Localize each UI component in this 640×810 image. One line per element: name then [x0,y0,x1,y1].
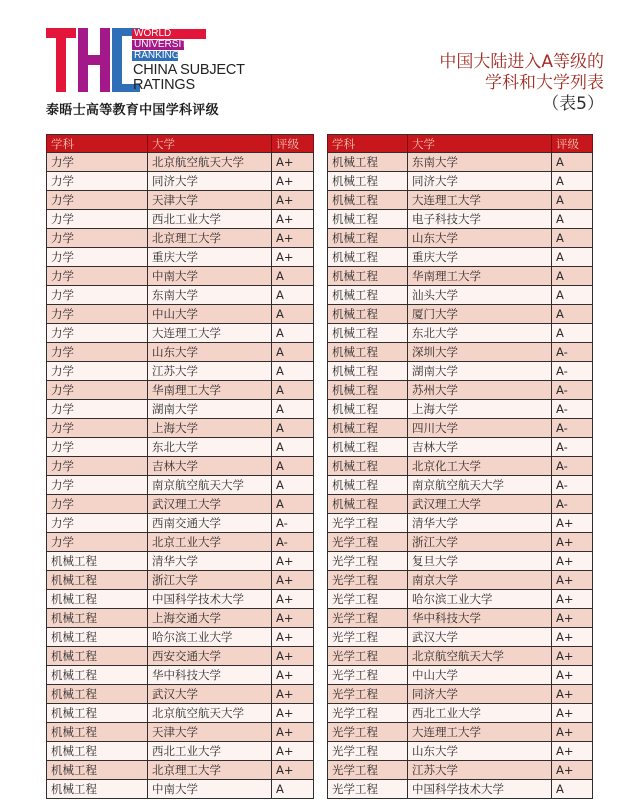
cell-subject: 机械工程 [328,438,408,457]
cell-subject: 光学工程 [328,571,408,590]
cell-grade: A+ [272,685,314,704]
cell-university: 北京航空航天大学 [408,647,552,666]
table-row [47,305,314,324]
table-row [328,343,593,362]
cell-subject: 力学 [47,419,148,438]
cell-grade: A [552,210,593,229]
cell-university: 湖南大学 [148,400,272,419]
cell-subject: 机械工程 [328,267,408,286]
cell-university: 武汉理工大学 [148,495,272,514]
cell-university: 武汉理工大学 [408,495,552,514]
table-header [47,135,314,153]
table-row [328,609,593,628]
cell-subject: 机械工程 [328,248,408,267]
cell-grade: A+ [272,704,314,723]
cell-grade: A [552,172,593,191]
cell-university: 上海大学 [148,419,272,438]
cell-grade: A+ [272,172,314,191]
table-body-left [47,153,314,799]
table-row [47,780,314,799]
table-row [47,210,314,229]
header-university: 大学 [408,135,552,153]
cell-grade: A- [272,514,314,533]
cell-grade: A [272,305,314,324]
cell-university: 华中科技大学 [408,609,552,628]
cell-university: 南京航空航天大学 [148,476,272,495]
cell-grade: A [272,324,314,343]
table-row [47,495,314,514]
cell-subject: 光学工程 [328,533,408,552]
cell-grade: A+ [272,210,314,229]
cell-grade: A [552,248,593,267]
table-row [47,647,314,666]
cell-grade: A+ [272,761,314,780]
cell-subject: 光学工程 [328,723,408,742]
cell-university: 哈尔滨工业大学 [408,590,552,609]
cell-grade: A+ [552,609,593,628]
table-row [47,438,314,457]
table-row [47,324,314,343]
cell-university: 同济大学 [148,172,272,191]
cell-university: 西南交通大学 [148,514,272,533]
table-row [47,362,314,381]
table-row [47,419,314,438]
cell-subject: 力学 [47,381,148,400]
cell-subject: 光学工程 [328,590,408,609]
table-row [47,286,314,305]
cell-subject: 机械工程 [47,704,148,723]
table-row [47,533,314,552]
table-row [328,761,593,780]
cell-university: 南京航空航天大学 [408,476,552,495]
cell-grade: A+ [552,533,593,552]
table-row [328,229,593,248]
logo-world: WORLD [134,28,172,39]
cell-grade: A+ [552,685,593,704]
header-grade: 评级 [552,135,593,153]
cell-university: 苏州大学 [408,381,552,400]
cell-grade: A+ [272,552,314,571]
cell-grade: A+ [272,191,314,210]
cell-grade: A [552,153,593,172]
cell-subject: 力学 [47,267,148,286]
cell-grade: A [272,457,314,476]
cell-university: 上海大学 [408,400,552,419]
cell-subject: 机械工程 [328,324,408,343]
cell-grade: A [552,267,593,286]
table-row [47,381,314,400]
cell-university: 武汉大学 [408,628,552,647]
cell-university: 中山大学 [408,666,552,685]
table-row [47,590,314,609]
cell-university: 中山大学 [148,305,272,324]
cell-university: 武汉大学 [148,685,272,704]
table-row [47,628,314,647]
cell-subject: 力学 [47,153,148,172]
cell-university: 山东大学 [408,742,552,761]
cell-university: 东北大学 [408,324,552,343]
logo-rankings: RANKINGS [134,50,187,61]
cell-subject: 机械工程 [47,571,148,590]
table-row [328,248,593,267]
cell-subject: 光学工程 [328,609,408,628]
cell-university: 重庆大学 [148,248,272,267]
table-row [328,533,593,552]
cell-grade: A+ [552,742,593,761]
table-row [328,400,593,419]
cell-university: 大连理工大学 [408,723,552,742]
cell-university: 西安交通大学 [148,647,272,666]
cell-university: 电子科技大学 [408,210,552,229]
cell-university: 清华大学 [408,514,552,533]
cell-university: 中南大学 [148,780,272,799]
cell-grade: A+ [272,628,314,647]
logo-china-subject: CHINA SUBJECT [133,62,245,78]
cell-grade: A+ [272,609,314,628]
ratings-table-right [327,134,593,799]
cell-grade: A [272,381,314,400]
table-row [328,704,593,723]
cell-grade: A+ [272,742,314,761]
table-row [328,172,593,191]
cell-subject: 力学 [47,172,148,191]
cell-grade: A- [552,400,593,419]
cell-subject: 机械工程 [328,191,408,210]
table-row [47,400,314,419]
table-row [328,191,593,210]
table-row [328,438,593,457]
cell-subject: 机械工程 [47,723,148,742]
cell-university: 四川大学 [408,419,552,438]
cell-grade: A- [552,343,593,362]
cell-subject: 机械工程 [328,476,408,495]
cell-university: 吉林大学 [408,438,552,457]
cell-grade: A [552,229,593,248]
cell-grade: A+ [272,153,314,172]
cell-subject: 光学工程 [328,647,408,666]
table-row [328,286,593,305]
cell-subject: 力学 [47,324,148,343]
cell-subject: 光学工程 [328,742,408,761]
cell-university: 中国科学技术大学 [148,590,272,609]
cell-grade: A+ [272,248,314,267]
cell-grade: A- [552,438,593,457]
cell-subject: 机械工程 [47,742,148,761]
cell-grade: A+ [552,590,593,609]
table-row [47,267,314,286]
table-row [47,685,314,704]
cell-subject: 力学 [47,229,148,248]
cell-subject: 机械工程 [47,628,148,647]
cell-subject: 机械工程 [328,362,408,381]
cell-subject: 光学工程 [328,761,408,780]
table-row [328,552,593,571]
cell-subject: 光学工程 [328,685,408,704]
cell-grade: A [272,343,314,362]
cell-subject: 机械工程 [328,210,408,229]
table-row [328,267,593,286]
table-row [328,780,593,799]
cell-university: 华中科技大学 [148,666,272,685]
cell-university: 北京工业大学 [148,533,272,552]
table-row [47,761,314,780]
cell-university: 华南理工大学 [148,381,272,400]
logo-ratings: RATINGS [133,77,195,93]
cell-grade: A- [552,476,593,495]
cell-subject: 光学工程 [328,704,408,723]
cell-grade: A [272,438,314,457]
table-header [328,135,593,153]
table-row [328,723,593,742]
cell-university: 吉林大学 [148,457,272,476]
table-row [47,666,314,685]
cell-grade: A- [552,495,593,514]
cell-grade: A [552,305,593,324]
table-row [328,628,593,647]
table-row [328,647,593,666]
cell-grade: A- [552,419,593,438]
table-row [328,495,593,514]
table-row [47,248,314,267]
cell-university: 北京理工大学 [148,761,272,780]
cell-university: 天津大学 [148,191,272,210]
cell-subject: 机械工程 [47,609,148,628]
cell-university: 东北大学 [148,438,272,457]
cell-grade: A+ [272,229,314,248]
table-row [328,419,593,438]
cell-subject: 机械工程 [328,457,408,476]
cell-subject: 机械工程 [328,172,408,191]
table-row [328,153,593,172]
table-row [328,457,593,476]
cell-university: 东南大学 [148,286,272,305]
cell-university: 山东大学 [408,229,552,248]
table-row [328,381,593,400]
cell-university: 江苏大学 [408,761,552,780]
table-row [47,704,314,723]
cell-subject: 机械工程 [328,343,408,362]
cell-subject: 力学 [47,514,148,533]
header-university: 大学 [148,135,272,153]
table-row [328,362,593,381]
cell-grade: A+ [272,666,314,685]
cell-grade: A+ [552,571,593,590]
cell-subject: 机械工程 [328,495,408,514]
cell-subject: 力学 [47,533,148,552]
table-row [47,457,314,476]
cell-grade: A+ [552,761,593,780]
table-row [328,685,593,704]
cell-subject: 机械工程 [328,419,408,438]
title-line-1: 中国大陆进入A等级的 [439,52,604,72]
cell-subject: 力学 [47,305,148,324]
table-row [328,590,593,609]
cell-university: 南京大学 [408,571,552,590]
table-row [328,476,593,495]
cell-subject: 光学工程 [328,552,408,571]
cell-subject: 力学 [47,210,148,229]
cell-university: 西北工业大学 [408,704,552,723]
table-row [328,514,593,533]
cell-subject: 机械工程 [328,286,408,305]
cell-university: 中国科学技术大学 [408,780,552,799]
cell-grade: A [552,780,593,799]
cell-subject: 机械工程 [328,400,408,419]
cell-subject: 力学 [47,495,148,514]
cell-subject: 机械工程 [47,647,148,666]
cell-university: 浙江大学 [148,571,272,590]
title-line-2: 学科和大学列表 [485,73,604,93]
table-row [328,571,593,590]
cell-grade: A+ [552,704,593,723]
logo-chinese-caption: 泰晤士高等教育中国学科评级 [46,103,219,118]
cell-grade: A- [552,457,593,476]
table-row [47,343,314,362]
table-row [47,229,314,248]
cell-subject: 机械工程 [328,229,408,248]
table-row [47,191,314,210]
cell-grade: A [272,286,314,305]
table-row [47,476,314,495]
cell-subject: 机械工程 [47,685,148,704]
cell-subject: 力学 [47,400,148,419]
cell-university: 东南大学 [408,153,552,172]
cell-grade: A+ [552,647,593,666]
cell-grade: A- [552,381,593,400]
cell-grade: A [552,324,593,343]
cell-university: 清华大学 [148,552,272,571]
table-row [328,210,593,229]
cell-grade: A [552,191,593,210]
cell-grade: A [552,286,593,305]
table-row [47,514,314,533]
logo-university: UNIVERSITY [134,39,195,50]
cell-university: 天津大学 [148,723,272,742]
cell-university: 北京航空航天大学 [148,704,272,723]
cell-subject: 机械工程 [328,381,408,400]
cell-subject: 力学 [47,248,148,267]
cell-subject: 力学 [47,476,148,495]
table-row [47,172,314,191]
cell-grade: A+ [552,628,593,647]
cell-grade: A+ [552,514,593,533]
cell-university: 上海交通大学 [148,609,272,628]
table-row [47,723,314,742]
cell-subject: 光学工程 [328,514,408,533]
cell-grade: A [272,495,314,514]
cell-subject: 机械工程 [47,666,148,685]
cell-subject: 力学 [47,343,148,362]
cell-grade: A+ [272,647,314,666]
cell-subject: 光学工程 [328,780,408,799]
cell-grade: A- [272,533,314,552]
cell-subject: 光学工程 [328,628,408,647]
header-subject: 学科 [47,135,148,153]
cell-university: 同济大学 [408,172,552,191]
cell-university: 重庆大学 [408,248,552,267]
ratings-table-left [46,134,314,799]
cell-grade: A [272,780,314,799]
cell-grade: A+ [552,723,593,742]
cell-university: 西北工业大学 [148,742,272,761]
cell-university: 山东大学 [148,343,272,362]
cell-university: 同济大学 [408,685,552,704]
cell-subject: 机械工程 [47,761,148,780]
cell-university: 中南大学 [148,267,272,286]
cell-university: 北京理工大学 [148,229,272,248]
cell-subject: 力学 [47,191,148,210]
table-body-right [328,153,593,799]
table-row [328,666,593,685]
cell-subject: 机械工程 [328,305,408,324]
cell-subject: 力学 [47,362,148,381]
cell-grade: A+ [552,666,593,685]
cell-university: 复旦大学 [408,552,552,571]
table-row [47,742,314,761]
cell-grade: A [272,419,314,438]
header-grade: 评级 [272,135,314,153]
cell-university: 北京航空航天大学 [148,153,272,172]
cell-university: 哈尔滨工业大学 [148,628,272,647]
cell-university: 大连理工大学 [408,191,552,210]
table-row [47,571,314,590]
cell-grade: A- [552,362,593,381]
title-table-number: （表5） [542,94,604,114]
cell-grade: A+ [552,552,593,571]
cell-subject: 机械工程 [47,590,148,609]
cell-grade: A [272,400,314,419]
cell-university: 华南理工大学 [408,267,552,286]
cell-grade: A+ [272,723,314,742]
cell-university: 湖南大学 [408,362,552,381]
cell-grade: A [272,362,314,381]
table-row [47,153,314,172]
cell-grade: A [272,267,314,286]
cell-subject: 机械工程 [47,552,148,571]
cell-university: 厦门大学 [408,305,552,324]
page-title [439,52,604,115]
cell-grade: A+ [272,571,314,590]
cell-subject: 力学 [47,457,148,476]
table-row [328,742,593,761]
cell-subject: 力学 [47,438,148,457]
cell-university: 江苏大学 [148,362,272,381]
cell-subject: 力学 [47,286,148,305]
header-subject: 学科 [328,135,408,153]
table-row [47,552,314,571]
cell-subject: 机械工程 [328,153,408,172]
cell-grade: A+ [272,590,314,609]
cell-university: 深圳大学 [408,343,552,362]
cell-subject: 光学工程 [328,666,408,685]
table-row [328,324,593,343]
table-row [47,609,314,628]
cell-grade: A [272,476,314,495]
cell-university: 西北工业大学 [148,210,272,229]
cell-university: 汕头大学 [408,286,552,305]
cell-university: 浙江大学 [408,533,552,552]
table-row [328,305,593,324]
cell-university: 大连理工大学 [148,324,272,343]
cell-university: 北京化工大学 [408,457,552,476]
cell-subject: 机械工程 [47,780,148,799]
